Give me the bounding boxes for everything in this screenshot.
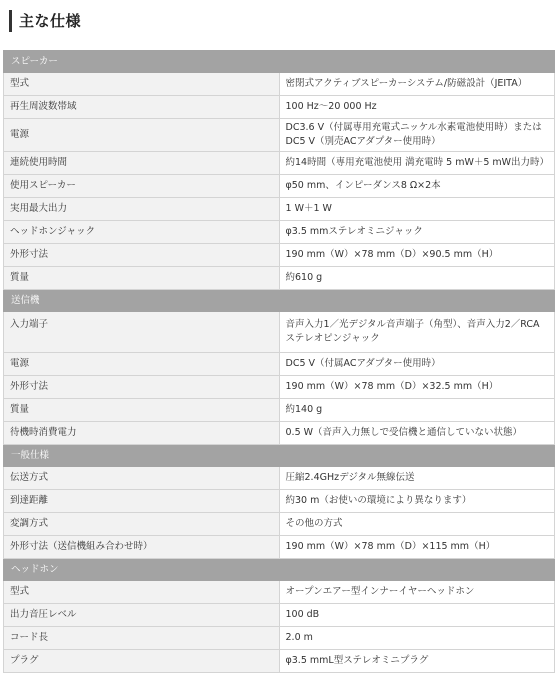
- section-header-transmitter: [4, 290, 555, 312]
- spec-label: 使用スピーカー: [4, 175, 280, 198]
- page-title: 主な仕様: [19, 12, 82, 30]
- section-header-headphones: [4, 559, 555, 581]
- spec-row: [4, 221, 555, 244]
- spec-value: 圧縮2.4GHzデジタル無線伝送: [279, 467, 555, 490]
- spec-value: 約30 m（お使いの環境により異なります）: [279, 490, 555, 513]
- spec-label: 到達距離: [4, 490, 280, 513]
- title-accent-bar: [9, 10, 12, 32]
- spec-row: [4, 96, 555, 119]
- spec-value: 100 dB: [279, 604, 555, 627]
- spec-value: その他の方式: [279, 513, 555, 536]
- spec-label: 伝送方式: [4, 467, 280, 490]
- spec-value: オープンエアー型インナーイヤーヘッドホン: [279, 581, 555, 604]
- spec-row: [4, 175, 555, 198]
- spec-label: 電源: [4, 119, 280, 152]
- section-header-general: [4, 445, 555, 467]
- spec-value: 190 mm（W）×78 mm（D）×115 mm（H）: [279, 536, 555, 559]
- section-header-speaker: [4, 51, 555, 73]
- spec-row: [4, 399, 555, 422]
- spec-row: [4, 267, 555, 290]
- spec-table: [3, 50, 555, 673]
- spec-label: 入力端子: [4, 312, 280, 353]
- spec-value: 2.0 m: [279, 627, 555, 650]
- spec-row: [4, 490, 555, 513]
- spec-value: φ50 mm、インピーダンス8 Ω×2本: [279, 175, 555, 198]
- spec-row: [4, 467, 555, 490]
- spec-value: 約610 g: [279, 267, 555, 290]
- spec-value: 音声入力1／光デジタル音声端子（角型）、音声入力2／RCAステレオピンジャック: [279, 312, 555, 353]
- spec-row: [4, 581, 555, 604]
- section-heading: 一般仕様: [4, 445, 555, 467]
- spec-label: 型式: [4, 581, 280, 604]
- spec-row: [4, 353, 555, 376]
- section-heading: ヘッドホン: [4, 559, 555, 581]
- spec-row: [4, 650, 555, 673]
- spec-row: [4, 198, 555, 221]
- spec-row: [4, 513, 555, 536]
- spec-value: 約140 g: [279, 399, 555, 422]
- spec-value: φ3.5 mmL型ステレオミニプラグ: [279, 650, 555, 673]
- spec-row: [4, 627, 555, 650]
- spec-value: 0.5 W（音声入力無しで受信機と通信していない状態）: [279, 422, 555, 445]
- spec-label: ヘッドホンジャック: [4, 221, 280, 244]
- spec-value: 1 W＋1 W: [279, 198, 555, 221]
- spec-label: 電源: [4, 353, 280, 376]
- spec-row: [4, 376, 555, 399]
- section-heading: スピーカー: [4, 51, 555, 73]
- spec-row: [4, 604, 555, 627]
- spec-value: DC5 V（付属ACアダプター使用時）: [279, 353, 555, 376]
- spec-value: 密閉式アクティブスピーカーシステム/防磁設計（JEITA）: [279, 73, 555, 96]
- spec-label: 型式: [4, 73, 280, 96]
- spec-label: 外形寸法: [4, 376, 280, 399]
- spec-label: 出力音圧レベル: [4, 604, 280, 627]
- spec-label: 外形寸法: [4, 244, 280, 267]
- spec-label: 実用最大出力: [4, 198, 280, 221]
- spec-label: 連続使用時間: [4, 152, 280, 175]
- spec-row: [4, 119, 555, 152]
- page-header: [0, 0, 558, 42]
- spec-value: φ3.5 mmステレオミニジャック: [279, 221, 555, 244]
- spec-label: 質量: [4, 399, 280, 422]
- spec-label: プラグ: [4, 650, 280, 673]
- spec-row: [4, 422, 555, 445]
- spec-label: 質量: [4, 267, 280, 290]
- spec-label: 待機時消費電力: [4, 422, 280, 445]
- spec-value: 190 mm（W）×78 mm（D）×90.5 mm（H）: [279, 244, 555, 267]
- spec-row: [4, 244, 555, 267]
- spec-label: 外形寸法（送信機組み合わせ時）: [4, 536, 280, 559]
- spec-value: 約14時間（専用充電池使用 満充電時 5 mW＋5 mW出力時）: [279, 152, 555, 175]
- section-heading: 送信機: [4, 290, 555, 312]
- spec-row: [4, 73, 555, 96]
- spec-value: 100 Hz～20 000 Hz: [279, 96, 555, 119]
- spec-row: [4, 152, 555, 175]
- spec-value: 190 mm（W）×78 mm（D）×32.5 mm（H）: [279, 376, 555, 399]
- spec-label: コード長: [4, 627, 280, 650]
- spec-label: 再生周波数帯域: [4, 96, 280, 119]
- spec-value: DC3.6 V（付属専用充電式ニッケル水素電池使用時）または DC5 V（別売ACアダプター使用時）: [279, 119, 555, 152]
- spec-row: [4, 312, 555, 353]
- spec-label: 変調方式: [4, 513, 280, 536]
- spec-row: [4, 536, 555, 559]
